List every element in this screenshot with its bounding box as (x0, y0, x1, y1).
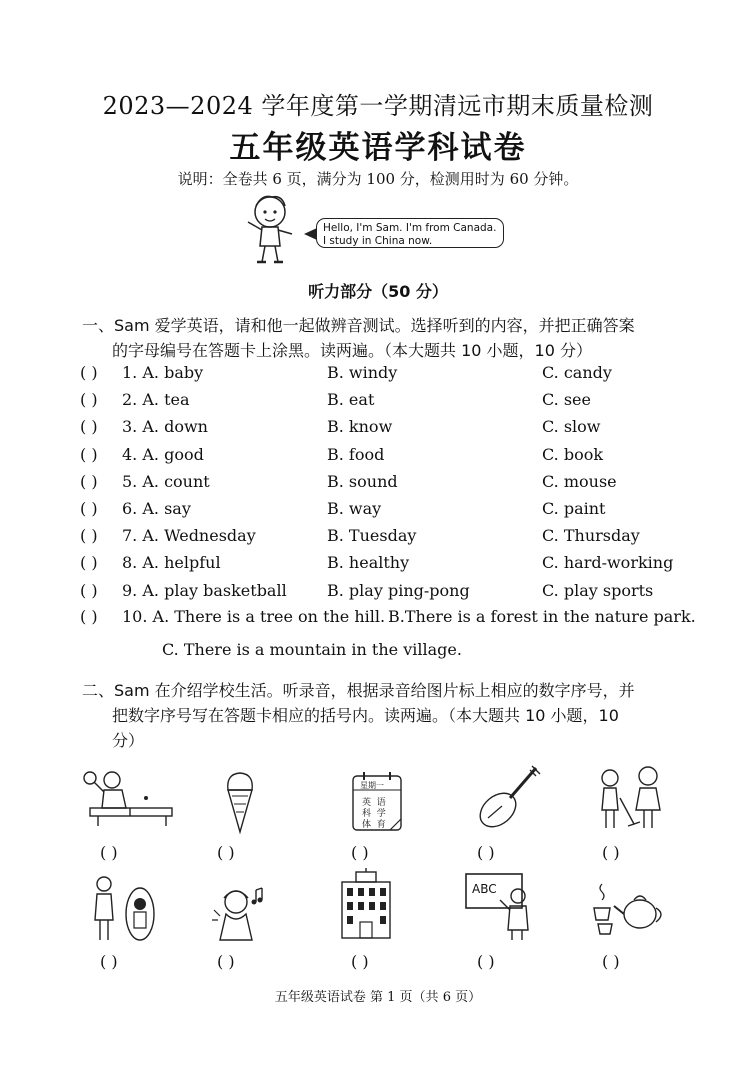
option-a: 8. A. helpful (122, 553, 221, 573)
tall-building-picture (338, 868, 394, 940)
question-row (80, 390, 680, 414)
option-b: B. food (327, 444, 385, 464)
option-c: C. Thursday (542, 526, 640, 546)
option-c: C. book (542, 444, 604, 464)
option-c: C. slow (542, 417, 601, 437)
girl-singing-picture (208, 884, 272, 944)
answer-paren[interactable]: ( ) (80, 444, 98, 464)
option-c: C. mouse (542, 471, 617, 491)
teapot-picture (590, 878, 666, 942)
ping-pong-picture (80, 768, 176, 828)
option-c: C. paint (542, 499, 606, 518)
exam-title-line1: 2023—2024 学年度第一学期清远市期末质量检测 (102, 92, 654, 120)
part1-instruction (82, 313, 742, 363)
picture-answer-paren-10[interactable]: ( ) (602, 952, 620, 971)
boy-sam-illustration (240, 192, 304, 268)
part2-instruction-line3: 分） (112, 731, 145, 750)
q10-option-b: B.There is a forest in the nature park. (388, 607, 696, 626)
speech-bubble (316, 218, 504, 248)
picture-answer-paren-1[interactable]: ( ) (100, 843, 118, 862)
calendar-subjects: 英 语 科 学 体 育 (362, 798, 386, 830)
option-a: 2. A. tea (122, 390, 190, 410)
answer-paren[interactable]: ( ) (80, 607, 98, 626)
calendar-header-text: 星期一 (360, 781, 384, 790)
option-b: B. healthy (327, 553, 410, 573)
children-sweeping-picture (596, 764, 668, 834)
part2-instruction (82, 678, 742, 753)
option-b: B. Tuesday (327, 526, 417, 546)
picture-answer-paren-7[interactable]: ( ) (217, 952, 235, 971)
part2-instruction-line2: 把数字序号写在答题卡相应的括号内。读两遍。（本大题共 10 小题，10 (112, 706, 619, 725)
option-b: B. know (327, 417, 393, 437)
question-row (80, 499, 680, 523)
speech-line-1: Hello, I'm Sam. I'm from Canada. (323, 222, 497, 234)
blackboard-text: ABC (472, 882, 497, 896)
picture-answer-paren-2[interactable]: ( ) (217, 843, 235, 862)
answer-paren[interactable]: ( ) (80, 499, 98, 518)
picture-answer-paren-6[interactable]: ( ) (100, 952, 118, 971)
exam-title-line2: 五年级英语学科试卷 (229, 130, 527, 166)
question-row (80, 472, 680, 496)
option-b: B. play ping-pong (327, 580, 470, 600)
answer-paren[interactable]: ( ) (80, 526, 98, 546)
option-a: 6. A. say (122, 499, 191, 518)
listening-heading: 听力部分（50 分） (308, 282, 448, 301)
option-c: C. candy (542, 363, 612, 382)
part1-instruction-line2: 的字母编号在答题卡上涂黑。读两遍。（本大题共 10 小题，10 分） (112, 341, 592, 360)
part2-instruction-line1: 二、Sam 在介绍学校生活。听录音，根据录音给图片标上相应的数字序号，并 (82, 681, 635, 700)
q10-option-a: 10. A. There is a tree on the hill. (122, 607, 386, 626)
part1-instruction-line1: 一、Sam 爱学英语，请和他一起做辨音测试。选择听到的内容，并把正确答案 (82, 316, 635, 335)
option-c: C. see (542, 390, 591, 410)
option-b: B. way (327, 499, 382, 518)
ice-cream-picture (222, 770, 258, 834)
option-a: 4. A. good (122, 444, 204, 464)
answer-paren[interactable]: ( ) (80, 580, 98, 600)
option-c: C. play sports (542, 580, 654, 600)
option-a: 5. A. count (122, 471, 210, 491)
exam-note: 说明：全卷共 6 页，满分为 100 分，检测用时为 60 分钟。 (177, 170, 579, 188)
picture-answer-paren-9[interactable]: ( ) (477, 952, 495, 971)
question-row (80, 445, 680, 469)
picture-answer-paren-3[interactable]: ( ) (351, 843, 369, 862)
picture-answer-paren-4[interactable]: ( ) (477, 843, 495, 862)
option-c: C. hard-working (542, 553, 674, 573)
teacher-blackboard-picture (464, 870, 532, 942)
question-row (80, 581, 680, 605)
option-a: 1. A. baby (122, 363, 204, 382)
teacher-and-boy-picture (92, 874, 162, 944)
page-footer: 五年级英语试卷 第 1 页（共 6 页） (274, 990, 482, 1005)
answer-paren[interactable]: ( ) (80, 390, 98, 410)
option-a: 7. A. Wednesday (122, 526, 256, 546)
question-10-row (80, 607, 696, 631)
option-a: 3. A. down (122, 417, 208, 437)
speech-line-2: I study in China now. (323, 235, 433, 247)
question-row (80, 417, 680, 441)
q10-option-c: C. There is a mountain in the village. (162, 640, 462, 659)
question-row (80, 363, 680, 387)
picture-answer-paren-5[interactable]: ( ) (602, 843, 620, 862)
pipa-instrument-picture (474, 762, 544, 834)
option-b: B. eat (327, 390, 375, 410)
question-row (80, 526, 680, 550)
option-a: 9. A. play basketball (122, 580, 287, 600)
option-b: B. sound (327, 471, 398, 491)
picture-answer-paren-8[interactable]: ( ) (351, 952, 369, 971)
question-row (80, 553, 680, 577)
answer-paren[interactable]: ( ) (80, 417, 98, 437)
answer-paren[interactable]: ( ) (80, 471, 98, 491)
option-b: B. windy (327, 363, 398, 382)
answer-paren[interactable]: ( ) (80, 363, 98, 382)
answer-paren[interactable]: ( ) (80, 553, 98, 573)
